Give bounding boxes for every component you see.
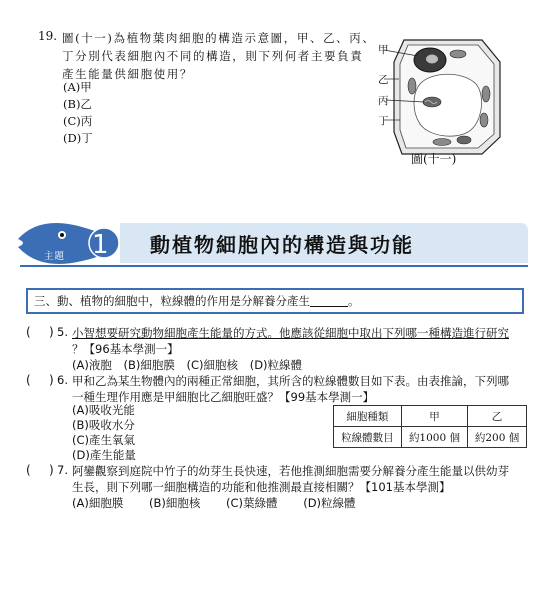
option-a: (A)吸收光能 <box>72 403 135 417</box>
topic-title: 動植物細胞內的構造與功能 <box>150 233 414 257</box>
question-6-options <box>72 403 136 463</box>
table-row <box>334 427 527 448</box>
answer-paren-close[interactable]: ) <box>49 325 54 339</box>
option-c: (C)產生氧氣 <box>72 433 136 447</box>
option-d: (D)粒線體 <box>303 496 356 510</box>
figure-label-bing: 丙 <box>378 95 389 107</box>
question-19-options <box>63 79 93 147</box>
answer-paren-open: ( <box>26 325 31 339</box>
table-header-row <box>334 406 527 427</box>
question-6-stem <box>72 373 532 405</box>
figure-label-jia: 甲 <box>378 44 389 56</box>
statement-text: 三、動、植物的細胞中，粒線體的作用是分解養分產生 <box>34 294 310 308</box>
option-d: (D)粒線體 <box>249 358 303 372</box>
answer-paren-close[interactable]: ) <box>49 373 54 387</box>
option-b: (B)細胞核 <box>149 496 201 510</box>
question-7-stem <box>72 463 532 495</box>
table-cell: 粒線體數目 <box>334 427 402 448</box>
option-c: (C)葉綠體 <box>226 496 278 510</box>
question-5-options <box>72 357 310 373</box>
statement-end: 。 <box>348 294 360 308</box>
answer-paren-open: ( <box>26 463 31 477</box>
question-19-number: 19. <box>38 29 58 43</box>
option-a: (A)甲 <box>63 80 92 94</box>
question-line: 生長，則下列哪一細胞構造的功能和他推測最直接相關？【101基本學測】 <box>72 480 451 494</box>
answer-paren-open: ( <box>26 373 31 387</box>
option-b: (B)細胞膜 <box>123 358 175 372</box>
option-b: (B)吸收水分 <box>72 418 135 432</box>
fill-in-statement <box>26 288 524 314</box>
option-a: (A)細胞膜 <box>72 496 124 510</box>
question-5-number: 5. <box>57 325 68 339</box>
question-line: 一種生理作用應是甲細胞比乙細胞旺盛？【99基本學測一】 <box>72 390 375 404</box>
theme-label: 主題 <box>44 251 66 262</box>
plant-cell-figure <box>372 32 507 162</box>
question-line: 甲和乙為某生物體內的兩種正常細胞，其所含的粒線體數目如下表。由表推論，下列哪 <box>72 374 509 388</box>
option-d: (D)產生能量 <box>72 448 136 462</box>
question-19-line: 丁分別代表細胞內不同的構造，則下列何者主要負責 <box>62 49 364 63</box>
figure-caption: 圖(十一) <box>411 152 457 166</box>
question-line: 小智想要研究動物細胞產生能量的方式。他應該從細胞中取出下列哪一種構造進行研究 <box>72 326 509 340</box>
answer-paren-close[interactable]: ) <box>49 463 54 477</box>
question-line: ？【96基本學測一】 <box>72 342 179 356</box>
table-header-cell: 甲 <box>401 406 467 427</box>
question-5-stem <box>72 325 532 357</box>
answer-blank[interactable] <box>310 292 348 307</box>
question-19-line: 圖(十一)為植物葉肉細胞的構造示意圖，甲、乙、丙、 <box>62 31 376 45</box>
option-c: (C)細胞核 <box>186 358 239 372</box>
mitochondria-count-table <box>333 405 527 448</box>
question-6-number: 6. <box>57 373 68 387</box>
question-19-stem <box>62 29 382 83</box>
option-b: (B)乙 <box>63 97 92 111</box>
option-c: (C)丙 <box>63 114 93 128</box>
option-d: (D)丁 <box>63 131 93 145</box>
figure-label-ding: 丁 <box>378 115 389 127</box>
question-7-options <box>72 495 364 511</box>
question-line: 阿鑾觀察到庭院中竹子的幼芽生長快速，若他推測細胞需要分解養分產生能量以供幼芽 <box>72 464 509 478</box>
figure-label-yi: 乙 <box>378 74 389 86</box>
table-header-cell: 乙 <box>468 406 527 427</box>
topic-number: 1 <box>92 230 109 260</box>
question-19-line: 產生能量供細胞使用？ <box>62 67 193 81</box>
table-cell: 約200 個 <box>468 427 527 448</box>
question-7-number: 7. <box>57 463 68 477</box>
option-a: (A)液胞 <box>72 358 112 372</box>
table-header-cell: 細胞種類 <box>334 406 402 427</box>
table-cell: 約1000 個 <box>401 427 467 448</box>
